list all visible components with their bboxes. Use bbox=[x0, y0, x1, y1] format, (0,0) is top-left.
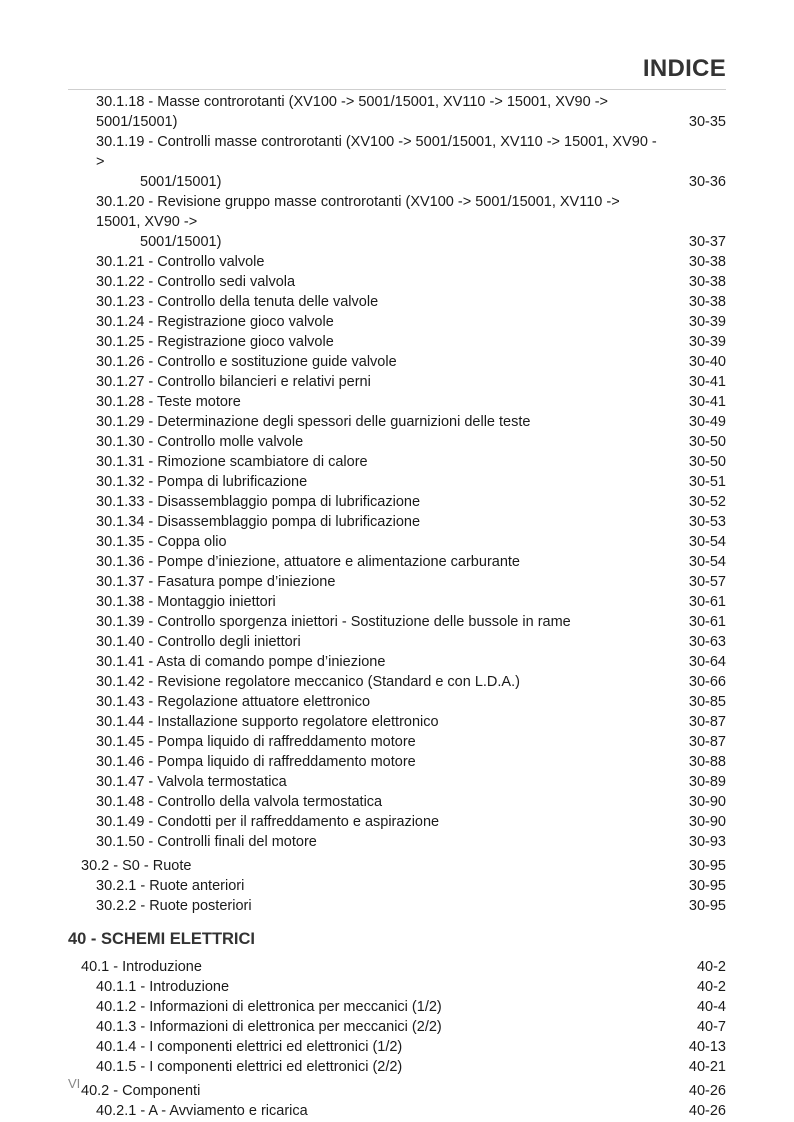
toc-entry-title-line: 30.1.24 - Registrazione gioco valvole bbox=[96, 314, 334, 330]
toc-entry-title-line: 30.1.30 - Controllo molle valvole bbox=[96, 434, 304, 450]
toc-entry-title-line: 30.1.41 - Asta di comando pompe d’iniezione bbox=[96, 654, 386, 670]
toc-entry-page: 30-89 bbox=[688, 774, 726, 790]
toc-entry[interactable] bbox=[0, 332, 794, 352]
toc-entry-page: 30-38 bbox=[688, 294, 726, 310]
toc-entry-page: 30-38 bbox=[688, 254, 726, 270]
toc-entry-title bbox=[96, 792, 659, 812]
toc-entry-page: 40-2 bbox=[696, 959, 726, 975]
toc-entry[interactable] bbox=[0, 432, 794, 452]
toc-entry[interactable] bbox=[0, 812, 794, 832]
toc-entry-page: 30-63 bbox=[688, 634, 726, 650]
toc-entry[interactable] bbox=[0, 1081, 794, 1101]
toc-entry-title bbox=[96, 876, 659, 896]
toc-entry-page: 30-88 bbox=[688, 754, 726, 770]
toc-entry-title bbox=[96, 752, 659, 772]
toc-entry[interactable] bbox=[0, 692, 794, 712]
toc-entry[interactable] bbox=[0, 957, 794, 977]
toc-entry-title bbox=[96, 552, 659, 572]
toc-entry-page: 30-95 bbox=[688, 858, 726, 874]
toc-entry-page: 30-37 bbox=[688, 234, 726, 250]
toc-entry-title-line: 30.1.50 - Controlli finali del motore bbox=[96, 834, 317, 850]
toc-entry-title-line: 30.1.23 - Controllo della tenuta delle valvole bbox=[96, 294, 379, 310]
toc-entry-title bbox=[96, 312, 659, 332]
toc-entry[interactable] bbox=[0, 252, 794, 272]
toc-entry-page: 30-36 bbox=[688, 174, 726, 190]
toc-entry-page: 30-90 bbox=[688, 814, 726, 830]
toc-entry[interactable] bbox=[0, 772, 794, 792]
toc-entry-title-line: 30.1.39 - Controllo sporgenza iniettori - Sostituzione delle bussole in rame bbox=[96, 614, 571, 630]
toc-entry[interactable] bbox=[0, 532, 794, 552]
toc-entry-title bbox=[96, 532, 659, 552]
toc-entry-title-line: 30.1.29 - Determinazione degli spessori delle guarnizioni delle teste bbox=[96, 414, 531, 430]
toc-entry-title-line: 30.1.26 - Controllo e sostituzione guide valvole bbox=[96, 354, 397, 370]
toc-entry[interactable] bbox=[0, 712, 794, 732]
toc-entry[interactable] bbox=[0, 792, 794, 812]
toc-entry-title bbox=[96, 192, 659, 252]
toc-entry-page: 30-35 bbox=[688, 114, 726, 130]
toc-entry-title-line: 30.1.22 - Controllo sedi valvola bbox=[96, 274, 296, 290]
toc-entry-title bbox=[96, 997, 659, 1017]
toc-entry[interactable] bbox=[0, 592, 794, 612]
toc-entry-title-line: 30.1.18 - Masse controrotanti (XV100 -> 5001/15001, XV110 -> 15001, XV90 -> 5001/15001) bbox=[96, 94, 608, 130]
toc-entry-page: 30-93 bbox=[688, 834, 726, 850]
toc-entry-title bbox=[96, 572, 659, 592]
toc-entry-title bbox=[96, 272, 659, 292]
toc-list-section-40 bbox=[0, 957, 794, 1121]
toc-entry[interactable] bbox=[0, 352, 794, 372]
toc-entry-title-line: 30.1.45 - Pompa liquido di raffreddamento motore bbox=[96, 734, 416, 750]
toc-entry-title bbox=[96, 652, 659, 672]
toc-entry-title-line: 30.1.32 - Pompa di lubrificazione bbox=[96, 474, 308, 490]
toc-entry[interactable] bbox=[0, 272, 794, 292]
toc-entry-title-line: 40.1.2 - Informazioni di elettronica per meccanici (1/2) bbox=[96, 999, 442, 1015]
toc-entry-title bbox=[96, 132, 659, 192]
toc-entry-page: 30-50 bbox=[688, 434, 726, 450]
toc-entry-title bbox=[81, 957, 659, 977]
toc-entry[interactable] bbox=[0, 492, 794, 512]
toc-entry-page: 30-87 bbox=[688, 734, 726, 750]
toc-entry-page: 30-85 bbox=[688, 694, 726, 710]
toc-entry-title-line: 30.1.37 - Fasatura pompe d’iniezione bbox=[96, 574, 336, 590]
toc-entry-title-line: 30.1.44 - Installazione supporto regolatore elettronico bbox=[96, 714, 439, 730]
toc-entry-page: 30-39 bbox=[688, 334, 726, 350]
toc-entry-page: 30-50 bbox=[688, 454, 726, 470]
toc-entry-title-line: 5001/15001) bbox=[140, 174, 222, 190]
toc-entry-page: 30-57 bbox=[688, 574, 726, 590]
toc-entry-page: 40-7 bbox=[696, 1019, 726, 1035]
toc-list-section-30 bbox=[0, 92, 794, 916]
toc-entry-title bbox=[96, 92, 659, 132]
toc-entry-title bbox=[96, 692, 659, 712]
toc-entry[interactable] bbox=[0, 876, 794, 896]
toc-entry[interactable] bbox=[0, 552, 794, 572]
toc-entry[interactable] bbox=[0, 1037, 794, 1057]
toc-entry-title bbox=[96, 252, 659, 272]
toc-entry-page: 30-40 bbox=[688, 354, 726, 370]
toc-entry-title bbox=[96, 1017, 659, 1037]
toc-entry-title-line: 30.1.31 - Rimozione scambiatore di calore bbox=[96, 454, 368, 470]
toc-entry[interactable] bbox=[0, 896, 794, 916]
toc-entry-title-line: 30.2.1 - Ruote anteriori bbox=[96, 878, 245, 894]
toc-entry[interactable] bbox=[0, 92, 794, 132]
toc-entry[interactable] bbox=[0, 997, 794, 1017]
toc-entry[interactable] bbox=[0, 832, 794, 852]
toc-entry[interactable] bbox=[0, 412, 794, 432]
toc-entry-title-line: 30.1.20 - Revisione gruppo masse controrotanti (XV100 -> 5001/15001, XV110 -> 15001, XV90 -> bbox=[96, 194, 620, 230]
toc-entry-title-line: 30.1.19 - Controlli masse controrotanti (XV100 -> 5001/15001, XV110 -> 15001, XV90 -> bbox=[96, 134, 657, 170]
toc-entry[interactable] bbox=[0, 672, 794, 692]
toc-entry-title-line: 30.1.35 - Coppa olio bbox=[96, 534, 227, 550]
toc-entry-title-line: 30.1.36 - Pompe d’iniezione, attuatore e alimentazione carburante bbox=[96, 554, 520, 570]
toc-entry-title bbox=[96, 612, 659, 632]
toc-entry-title-line: 30.1.27 - Controllo bilancieri e relativi perni bbox=[96, 374, 371, 390]
toc-entry-title-line: 30.1.33 - Disassemblaggio pompa di lubrificazione bbox=[96, 494, 421, 510]
toc-entry[interactable] bbox=[0, 392, 794, 412]
toc-entry-page: 30-61 bbox=[688, 614, 726, 630]
page-number: VI bbox=[68, 1076, 81, 1091]
toc-entry[interactable] bbox=[0, 752, 794, 772]
toc-entry[interactable] bbox=[0, 472, 794, 492]
toc-entry-title-line: 30.1.49 - Condotti per il raffreddamento e aspirazione bbox=[96, 814, 440, 830]
toc-entry-title bbox=[96, 372, 659, 392]
toc-entry[interactable] bbox=[0, 312, 794, 332]
toc-entry-page: 30-54 bbox=[688, 554, 726, 570]
toc-entry-title bbox=[96, 1037, 659, 1057]
toc-entry-title-line: 30.1.43 - Regolazione attuatore elettronico bbox=[96, 694, 371, 710]
toc-entry[interactable] bbox=[0, 732, 794, 752]
toc-entry-page: 30-54 bbox=[688, 534, 726, 550]
table-of-contents bbox=[0, 92, 794, 1121]
toc-entry-page: 30-38 bbox=[688, 274, 726, 290]
toc-entry[interactable] bbox=[0, 512, 794, 532]
toc-entry-title bbox=[96, 977, 659, 997]
toc-entry[interactable] bbox=[0, 452, 794, 472]
toc-entry-page: 30-64 bbox=[688, 654, 726, 670]
toc-entry[interactable] bbox=[0, 1057, 794, 1077]
toc-entry-title bbox=[96, 812, 659, 832]
toc-entry[interactable] bbox=[0, 192, 794, 252]
toc-entry-title-line: 30.2 - S0 - Ruote bbox=[81, 858, 192, 874]
toc-entry[interactable] bbox=[0, 1017, 794, 1037]
toc-entry-title bbox=[96, 632, 659, 652]
toc-entry-title bbox=[96, 1057, 659, 1077]
toc-entry-page: 30-66 bbox=[688, 674, 726, 690]
toc-entry-title bbox=[96, 392, 659, 412]
toc-entry-page: 40-2 bbox=[696, 979, 726, 995]
toc-entry-page: 30-95 bbox=[688, 898, 726, 914]
toc-entry-page: 30-51 bbox=[688, 474, 726, 490]
toc-entry[interactable] bbox=[0, 977, 794, 997]
toc-entry[interactable] bbox=[0, 372, 794, 392]
toc-entry-title-line: 40.2 - Componenti bbox=[81, 1083, 201, 1099]
toc-entry-page: 30-39 bbox=[688, 314, 726, 330]
toc-entry-title bbox=[96, 712, 659, 732]
toc-entry-title bbox=[96, 672, 659, 692]
toc-entry-page: 40-4 bbox=[696, 999, 726, 1015]
toc-entry-title bbox=[81, 1081, 659, 1101]
toc-entry-title-line: 30.1.28 - Teste motore bbox=[96, 394, 241, 410]
toc-entry-title bbox=[96, 492, 659, 512]
toc-entry[interactable] bbox=[0, 1101, 794, 1121]
toc-entry-title bbox=[96, 896, 659, 916]
toc-entry[interactable] bbox=[0, 612, 794, 632]
toc-entry-title bbox=[96, 412, 659, 432]
toc-entry-title bbox=[96, 1101, 659, 1121]
toc-entry-title bbox=[96, 332, 659, 352]
toc-entry-title-line: 5001/15001) bbox=[140, 234, 222, 250]
toc-entry-title-line: 30.1.34 - Disassemblaggio pompa di lubrificazione bbox=[96, 514, 421, 530]
toc-entry-title-line: 30.1.42 - Revisione regolatore meccanico (Standard e con L.D.A.) bbox=[96, 674, 520, 690]
toc-entry[interactable] bbox=[0, 572, 794, 592]
toc-entry-title bbox=[96, 772, 659, 792]
toc-entry-title-line: 30.1.21 - Controllo valvole bbox=[96, 254, 265, 270]
section-heading-40: 40 - SCHEMI ELETTRICI bbox=[68, 930, 256, 948]
toc-entry-page: 30-41 bbox=[688, 374, 726, 390]
toc-entry-title bbox=[96, 432, 659, 452]
toc-entry-page: 30-61 bbox=[688, 594, 726, 610]
toc-entry-title-line: 30.1.25 - Registrazione gioco valvole bbox=[96, 334, 334, 350]
toc-entry-title bbox=[96, 472, 659, 492]
toc-entry-page: 30-41 bbox=[688, 394, 726, 410]
toc-entry-title bbox=[96, 452, 659, 472]
toc-entry-title bbox=[96, 512, 659, 532]
toc-entry-title-line: 30.2.2 - Ruote posteriori bbox=[96, 898, 252, 914]
toc-entry[interactable] bbox=[0, 856, 794, 876]
toc-entry[interactable] bbox=[0, 132, 794, 192]
toc-entry-page: 40-26 bbox=[688, 1083, 726, 1099]
toc-entry-title bbox=[96, 732, 659, 752]
header-divider bbox=[68, 89, 726, 90]
toc-entry-title-line: 30.1.38 - Montaggio iniettori bbox=[96, 594, 276, 610]
toc-entry-title-line: 30.1.48 - Controllo della valvola termostatica bbox=[96, 794, 383, 810]
toc-entry-page: 40-21 bbox=[688, 1059, 726, 1075]
toc-entry-title-line: 30.1.40 - Controllo degli iniettori bbox=[96, 634, 301, 650]
toc-entry-page: 30-49 bbox=[688, 414, 726, 430]
toc-entry-title-line: 40.1 - Introduzione bbox=[81, 959, 202, 975]
toc-entry-title-line: 40.1.1 - Introduzione bbox=[96, 979, 230, 995]
toc-entry[interactable] bbox=[0, 292, 794, 312]
toc-entry-title-line: 40.1.4 - I componenti elettrici ed elettronici (1/2) bbox=[96, 1039, 403, 1055]
toc-entry-title bbox=[96, 592, 659, 612]
index-title: INDICE bbox=[642, 55, 726, 82]
toc-entry[interactable] bbox=[0, 652, 794, 672]
toc-entry-title-line: 40.1.5 - I componenti elettrici ed elettronici (2/2) bbox=[96, 1059, 403, 1075]
toc-entry-title bbox=[81, 856, 659, 876]
toc-entry-title bbox=[96, 292, 659, 312]
toc-entry-title-line: 30.1.46 - Pompa liquido di raffreddamento motore bbox=[96, 754, 416, 770]
toc-entry-title-line: 40.2.1 - A - Avviamento e ricarica bbox=[96, 1103, 308, 1119]
toc-entry-page: 40-13 bbox=[688, 1039, 726, 1055]
toc-entry-title bbox=[96, 352, 659, 372]
toc-entry-page: 40-26 bbox=[688, 1103, 726, 1119]
toc-entry-page: 30-52 bbox=[688, 494, 726, 510]
toc-entry-page: 30-87 bbox=[688, 714, 726, 730]
toc-entry-page: 30-95 bbox=[688, 878, 726, 894]
toc-entry[interactable] bbox=[0, 632, 794, 652]
toc-entry-title-line: 40.1.3 - Informazioni di elettronica per meccanici (2/2) bbox=[96, 1019, 442, 1035]
toc-entry-title-line: 30.1.47 - Valvola termostatica bbox=[96, 774, 287, 790]
toc-entry-page: 30-53 bbox=[688, 514, 726, 530]
toc-entry-page: 30-90 bbox=[688, 794, 726, 810]
toc-entry-title bbox=[96, 832, 659, 852]
